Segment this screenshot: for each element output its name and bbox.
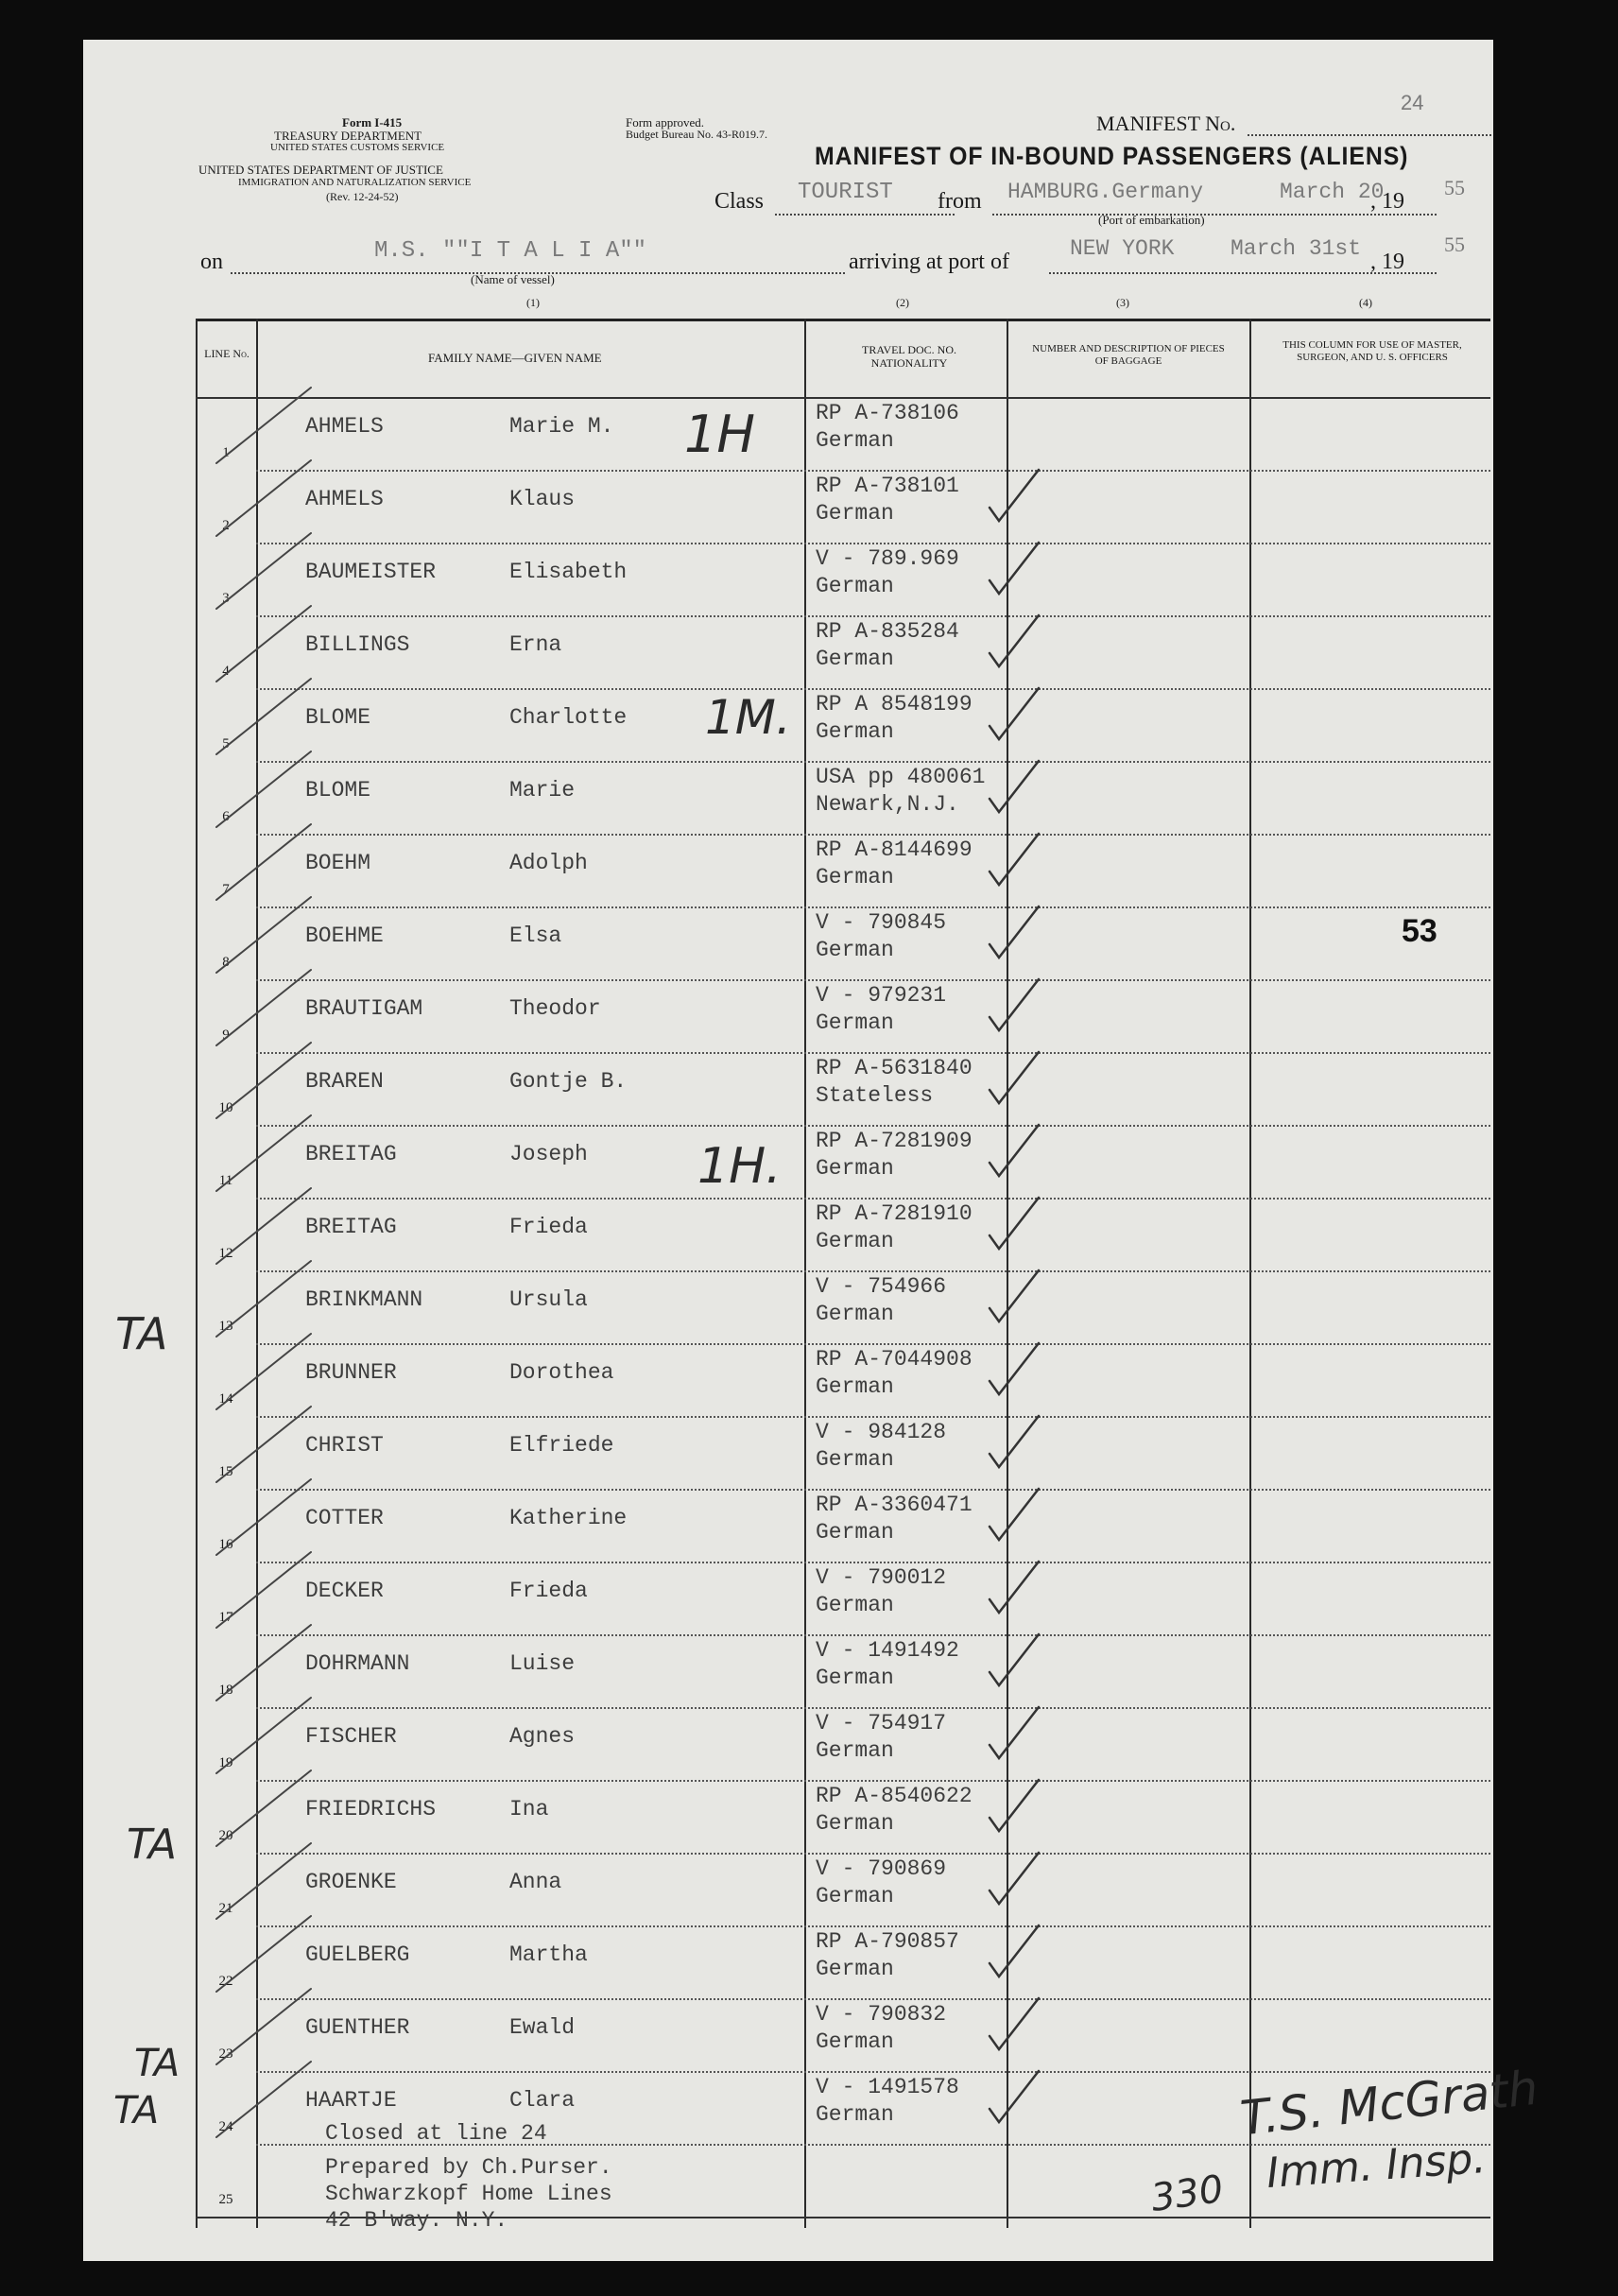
table-row — [196, 1416, 1490, 1489]
table-row — [196, 543, 1490, 615]
given-name: Frieda — [509, 1579, 588, 1603]
line-number: 9 — [222, 1027, 230, 1043]
prepared-by: Prepared by Ch.Purser. — [325, 2155, 612, 2180]
travel-doc-number: RP A-3360471 — [816, 1493, 973, 1517]
travel-doc-number: RP A-7281910 — [816, 1201, 973, 1226]
nationality: German — [816, 1666, 894, 1690]
nationality: German — [816, 574, 894, 598]
family-name: GUENTHER — [305, 2015, 410, 2040]
family-name: BRAREN — [305, 1069, 384, 1094]
nationality: German — [816, 1156, 894, 1181]
travel-doc-number: RP A-790857 — [816, 1929, 959, 1954]
nationality: German — [816, 2029, 894, 2054]
line-number: 20 — [218, 1828, 233, 1843]
arriving-label: arriving at port of — [849, 250, 1009, 274]
travel-doc-number: V - 984128 — [816, 1420, 947, 1444]
line-number: 12 — [218, 1246, 233, 1261]
table-row — [196, 979, 1490, 1052]
nationality: German — [816, 1957, 894, 1981]
given-name: Luise — [509, 1651, 576, 1676]
table-row — [196, 1853, 1490, 1925]
family-name: DECKER — [305, 1579, 384, 1603]
agency-customs: UNITED STATES CUSTOMS SERVICE — [270, 142, 445, 153]
family-name: BILLINGS — [305, 632, 410, 657]
nationality: Stateless — [816, 1083, 934, 1108]
nationality: German — [816, 1738, 894, 1763]
nationality: German — [816, 647, 894, 671]
agent-name: Schwarzkopf Home Lines — [325, 2182, 612, 2206]
family-name: BAUMEISTER — [305, 560, 437, 584]
given-name: Klaus — [509, 487, 576, 511]
embark-caption: (Port of embarkation) — [1098, 213, 1205, 227]
family-name: AHMELS — [305, 487, 384, 511]
table-row — [196, 1998, 1490, 2071]
travel-doc-number: RP A-7281909 — [816, 1129, 973, 1153]
line-number: 10 — [218, 1100, 233, 1115]
arrival-date: March 31st — [1231, 236, 1362, 261]
manifest-no-value: 24 — [1401, 91, 1424, 114]
table-row — [196, 1634, 1490, 1707]
signature-number: 330 — [1148, 2167, 1227, 2221]
header-officers — [1273, 339, 1472, 364]
line-number: 15 — [218, 1464, 233, 1479]
travel-doc-number: V - 1491578 — [816, 2075, 959, 2099]
hand-mark-1m: 1M. — [705, 690, 791, 745]
form-revision: (Rev. 12-24-52) — [326, 190, 399, 203]
nationality: German — [816, 1010, 894, 1035]
header-baggage — [1027, 343, 1230, 368]
manifest-no-label: MANIFEST No. — [1096, 112, 1236, 135]
line-number: 14 — [218, 1391, 233, 1407]
line-number: 5 — [222, 736, 230, 751]
nationality: Newark,N.J. — [816, 792, 959, 817]
header-baggage-text: NUMBER AND DESCRIPTION OF PIECES OF BAGGAGE — [1032, 343, 1225, 367]
table-row — [196, 1198, 1490, 1270]
line-number: 24 — [218, 2119, 233, 2134]
given-name: Erna — [509, 632, 562, 657]
table-row — [196, 761, 1490, 834]
agency-treasury: TREASURY DEPARTMENT — [274, 129, 422, 143]
line-number: 4 — [222, 664, 230, 679]
table-row — [196, 1343, 1490, 1416]
table-row — [196, 470, 1490, 543]
travel-doc-number: RP A-835284 — [816, 619, 959, 644]
given-name: Adolph — [509, 851, 588, 875]
family-name: COTTER — [305, 1506, 384, 1530]
table-row — [196, 1780, 1490, 1853]
line-number: 6 — [222, 809, 230, 824]
travel-doc-number: RP A-738101 — [816, 474, 959, 498]
nationality: German — [816, 1884, 894, 1908]
line-number: 22 — [218, 1974, 233, 1989]
travel-doc-number: V - 790012 — [816, 1565, 947, 1590]
given-name: Marie M. — [509, 414, 614, 439]
agent-address: 42 B'way. N.Y. — [325, 2208, 508, 2233]
family-name: FISCHER — [305, 1724, 397, 1749]
travel-doc-number: RP A-8144699 — [816, 837, 973, 862]
given-name: Katherine — [509, 1506, 628, 1530]
vessel-name: M.S. ""I T A L I A"" — [374, 238, 647, 264]
embark-year: 55 — [1444, 176, 1465, 199]
travel-doc-number: RP A-5631840 — [816, 1056, 973, 1080]
inspector-title: Imm. Insp. — [1265, 2133, 1488, 2199]
col-num-2: (2) — [896, 296, 909, 309]
table-row — [196, 688, 1490, 761]
given-name: Charlotte — [509, 705, 628, 730]
given-name: Anna — [509, 1870, 562, 1894]
family-name: GUELBERG — [305, 1942, 410, 1967]
table-row — [196, 615, 1490, 688]
travel-doc-number: V - 979231 — [816, 983, 947, 1008]
year-prefix-2: , 19 — [1370, 250, 1404, 274]
given-name: Ewald — [509, 2015, 576, 2040]
table-row — [196, 1125, 1490, 1198]
travel-doc-number: V - 789.969 — [816, 546, 959, 571]
embark-date: March 20 — [1280, 180, 1385, 204]
form-number: Form I-415 — [342, 115, 403, 129]
given-name: Martha — [509, 1942, 588, 1967]
on-label: on — [200, 250, 223, 274]
travel-doc-number: V - 754966 — [816, 1274, 947, 1299]
nationality: German — [816, 938, 894, 962]
family-name: BOEHME — [305, 924, 384, 948]
given-name: Dorothea — [509, 1360, 614, 1385]
line-number: 23 — [218, 2046, 233, 2062]
given-name: Theodor — [509, 996, 601, 1021]
family-name: BRUNNER — [305, 1360, 397, 1385]
line-number: 25 — [218, 2192, 233, 2207]
hand-ta-4: TA — [113, 2089, 160, 2132]
nationality: German — [816, 1374, 894, 1399]
hand-ta-3: TA — [134, 2042, 181, 2085]
manifest-title: MANIFEST OF IN-BOUND PASSENGERS (ALIENS) — [815, 142, 1409, 170]
agency-ins: IMMIGRATION AND NATURALIZATION SERVICE — [238, 177, 472, 188]
table-row — [196, 1052, 1490, 1125]
given-name: Marie — [509, 778, 576, 803]
given-name: Ina — [509, 1797, 549, 1821]
line-number: 7 — [222, 882, 230, 897]
travel-doc-number: RP A-7044908 — [816, 1347, 973, 1372]
col-num-4: (4) — [1359, 296, 1372, 309]
line-number: 1 — [222, 445, 230, 460]
budget-bureau: Budget Bureau No. 43-R019.7. — [626, 128, 767, 141]
header-travel-doc — [848, 343, 971, 370]
line-number: 17 — [218, 1610, 233, 1625]
line-number: 11 — [218, 1173, 233, 1188]
line-number: 3 — [222, 591, 230, 606]
travel-doc-number: USA pp 480061 — [816, 765, 986, 789]
line-number: 16 — [218, 1537, 233, 1552]
travel-doc-number: RP A 8548199 — [816, 692, 973, 716]
nationality: German — [816, 1811, 894, 1836]
class-value: TOURIST — [798, 180, 893, 205]
family-name: AHMELS — [305, 414, 384, 439]
table-row — [196, 1270, 1490, 1343]
header-name: FAMILY NAME—GIVEN NAME — [428, 351, 602, 365]
hand-ta-2: TA — [127, 1821, 177, 1869]
nationality: German — [816, 2102, 894, 2127]
family-name: BREITAG — [305, 1215, 397, 1239]
col-num-3: (3) — [1116, 296, 1129, 309]
family-name: BLOME — [305, 705, 371, 730]
travel-doc-number: V - 754917 — [816, 1711, 947, 1735]
embark-port: HAMBURG.Germany — [1007, 180, 1204, 204]
line-number: 18 — [218, 1683, 233, 1698]
nationality: German — [816, 501, 894, 526]
given-name: Ursula — [509, 1287, 588, 1312]
given-name: Elsa — [509, 924, 562, 948]
given-name: Joseph — [509, 1142, 588, 1166]
given-name: Clara — [509, 2088, 576, 2113]
line-number: 8 — [222, 955, 230, 970]
given-name: Elisabeth — [509, 560, 628, 584]
travel-doc-number: RP A-738106 — [816, 401, 959, 425]
nationality: German — [816, 719, 894, 744]
header-travel-doc-text: TRAVEL DOC. NO. NATIONALITY — [861, 343, 956, 370]
line-number: 21 — [218, 1901, 233, 1916]
family-name: BRINKMANN — [305, 1287, 423, 1312]
given-name: Frieda — [509, 1215, 588, 1239]
travel-doc-number: V - 790832 — [816, 2002, 947, 2027]
class-line — [775, 214, 955, 216]
family-name: HAARTJE — [305, 2088, 397, 2113]
nationality: German — [816, 1593, 894, 1617]
given-name: Gontje B. — [509, 1069, 628, 1094]
table-row — [196, 1707, 1490, 1780]
family-name: BREITAG — [305, 1142, 397, 1166]
closed-note: Closed at line 24 — [325, 2121, 547, 2146]
table-row — [196, 834, 1490, 906]
table-row — [196, 1562, 1490, 1634]
nationality: German — [816, 1447, 894, 1472]
table-row — [196, 1489, 1490, 1562]
travel-doc-number: RP A-8540622 — [816, 1784, 973, 1808]
table-row — [196, 1925, 1490, 1998]
line-number: 19 — [218, 1755, 233, 1770]
arrival-year: 55 — [1444, 233, 1465, 256]
class-label: Class — [714, 189, 765, 214]
family-name: FRIEDRICHS — [305, 1797, 437, 1821]
passenger-table — [196, 319, 1490, 2228]
officer-count: 53 — [1402, 913, 1437, 949]
hand-ta-1: TA — [115, 1308, 168, 1359]
travel-doc-number: V - 790845 — [816, 910, 947, 935]
header-line-no — [198, 347, 256, 360]
family-name: GROENKE — [305, 1870, 397, 1894]
arrival-port: NEW YORK — [1070, 236, 1175, 261]
header-line-no-text: LINE No. — [204, 347, 250, 360]
table-top-border — [196, 319, 1490, 321]
travel-doc-number: V - 790869 — [816, 1856, 947, 1881]
header-officers-text: THIS COLUMN FOR USE OF MASTER, SURGEON, AND U. S. OFFICERS — [1282, 339, 1462, 363]
inspector-signature: T.S. McGrath — [1237, 2060, 1541, 2147]
nationality: German — [816, 1302, 894, 1326]
family-name: BOEHM — [305, 851, 371, 875]
line-number: 2 — [222, 518, 230, 533]
year-prefix-1: , 19 — [1370, 189, 1404, 214]
hand-mark-1h-b: 1H. — [697, 1138, 782, 1195]
table-row — [196, 906, 1490, 979]
vessel-caption: (Name of vessel) — [471, 272, 555, 286]
family-name: BLOME — [305, 778, 371, 803]
nationality: German — [816, 1520, 894, 1545]
nationality: German — [816, 1229, 894, 1253]
nationality: German — [816, 428, 894, 453]
family-name: BRAUTIGAM — [305, 996, 423, 1021]
form-approved: Form approved. — [626, 115, 705, 129]
given-name: Elfriede — [509, 1433, 614, 1458]
hand-mark-1h: 1H — [684, 405, 755, 464]
table-row — [196, 397, 1490, 470]
nationality: German — [816, 865, 894, 889]
col-num-1: (1) — [526, 296, 540, 309]
agency-justice: UNITED STATES DEPARTMENT OF JUSTICE — [198, 163, 443, 177]
family-name: CHRIST — [305, 1433, 384, 1458]
from-label: from — [938, 189, 982, 214]
given-name: Agnes — [509, 1724, 576, 1749]
line-number: 13 — [218, 1319, 233, 1334]
family-name: DOHRMANN — [305, 1651, 410, 1676]
travel-doc-number: V - 1491492 — [816, 1638, 959, 1663]
manifest-no-line — [1248, 134, 1491, 136]
